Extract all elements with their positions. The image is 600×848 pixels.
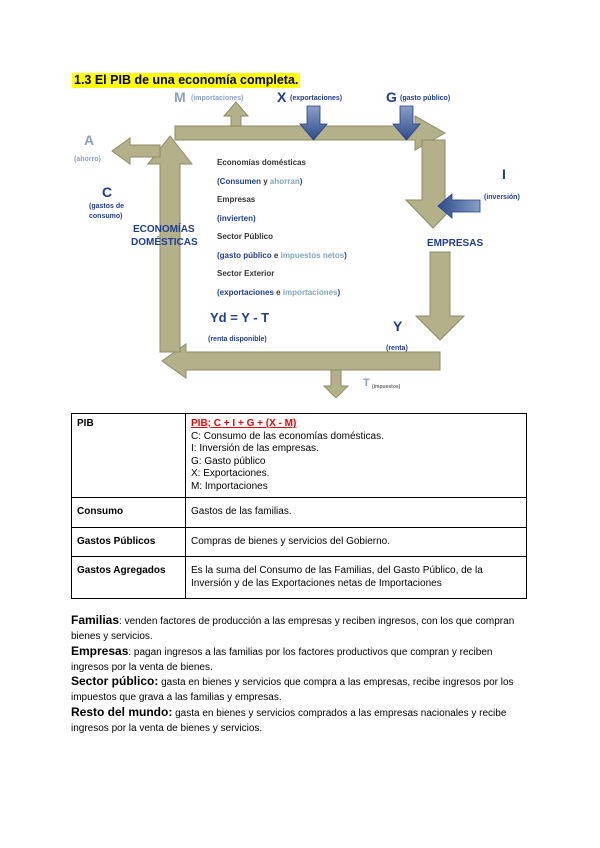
x-letter: X	[277, 89, 287, 105]
row-key: Gastos Agregados	[72, 557, 186, 599]
section-title: 1.3 El PIB de una economía completa.	[74, 73, 299, 87]
a-label: (ahorro)	[74, 156, 101, 163]
row-key: Gastos Públicos	[72, 527, 186, 557]
i-letter: I	[502, 166, 506, 182]
table-row	[72, 527, 527, 557]
row-key: PIB	[72, 414, 186, 498]
t-letter: T	[363, 377, 370, 389]
pib-line: G: Gasto público	[191, 455, 266, 467]
tax-arrow	[324, 370, 348, 398]
row-key: Consumo	[72, 498, 186, 528]
households-label-2: DOMÉSTICAS	[131, 237, 198, 248]
c-label-1: (gastos de	[89, 203, 125, 210]
row-value: Gastos de las familias.	[186, 498, 527, 528]
i-label: (inversión)	[484, 194, 520, 201]
a-letter: A	[84, 132, 95, 148]
pib-table	[71, 413, 527, 599]
paragraph-familias: Familias: venden factores de producción a las empresas y reciben ingresos, con los que compran bienes y servicios.	[71, 613, 515, 642]
m-label: (importaciones)	[191, 95, 244, 102]
x-label: (exportaciones)	[290, 95, 343, 102]
circular-flow-diagram	[60, 88, 540, 398]
g-letter: G	[386, 89, 397, 105]
pib-line: M: Importaciones	[191, 480, 268, 492]
paragraph-empresas: Empresas: pagan ingresos a las familias por los factores productivos que compran y reciben ingresos por la venta de bienes.	[71, 644, 493, 673]
row-value: Es la suma del Consumo de las Familias, del Gasto Público, de la Inversión y de las Exportaciones netas de Importaciones	[186, 557, 527, 599]
flow-sector-publico-detail: (gasto público e impuestos netos)	[217, 250, 347, 260]
flow-eco-detail: (Consumen y ahorran)	[217, 176, 303, 186]
row-value: Compras de bienes y servicios del Gobierno.	[186, 527, 527, 557]
empresas-down-arrow	[416, 252, 464, 340]
table-row	[72, 498, 527, 528]
firms-label: EMPRESAS	[427, 238, 484, 249]
row-value	[186, 414, 527, 498]
flow-empresas-detail: (invierten)	[217, 213, 256, 223]
pib-line: C: Consumo de las economías domésticas.	[191, 430, 384, 442]
m-letter: M	[174, 89, 186, 105]
flow-sector-exterior-detail: (exportaciones e importaciones)	[217, 287, 341, 297]
table-row	[72, 414, 527, 498]
y-letter: Y	[393, 318, 403, 334]
paragraph-sector-publico: Sector público: gasta en bienes y servicios que compra a las empresas, recibe ingresos por los impuestos que grava a las familias y empresas.	[71, 674, 514, 703]
flow-sector-publico: Sector Público	[217, 232, 274, 241]
c-label-2: consumo)	[89, 213, 123, 220]
t-label: (impuestos)	[372, 384, 401, 390]
flow-eco: Economías domésticas	[217, 158, 306, 167]
table-row	[72, 557, 527, 599]
paragraph-resto-mundo: Resto del mundo: gasta en bienes y servicios comprados a las empresas nacionales y recibe ingresos por la venta de bienes y servicios.	[71, 705, 507, 734]
flow-list	[217, 154, 347, 302]
households-label-1: ECONOMÍAS	[133, 224, 195, 235]
flow-empresas: Empresas	[217, 195, 256, 204]
c-letter: C	[102, 184, 113, 200]
pib-line: I: Inversión de las empresas.	[191, 443, 319, 454]
flow-sector-exterior: Sector Exterior	[217, 269, 275, 278]
disposable-income-formula: Yd = Y - T	[210, 310, 270, 325]
pib-line: X: Exportaciones.	[191, 468, 270, 479]
pib-formula: PIB; C + I + G + (X - M)	[191, 418, 297, 429]
g-label: (gasto público)	[400, 95, 451, 102]
y-label: (renta)	[386, 345, 408, 352]
import-arrow	[224, 102, 248, 126]
disposable-income-label: (renta disponible)	[208, 336, 267, 343]
